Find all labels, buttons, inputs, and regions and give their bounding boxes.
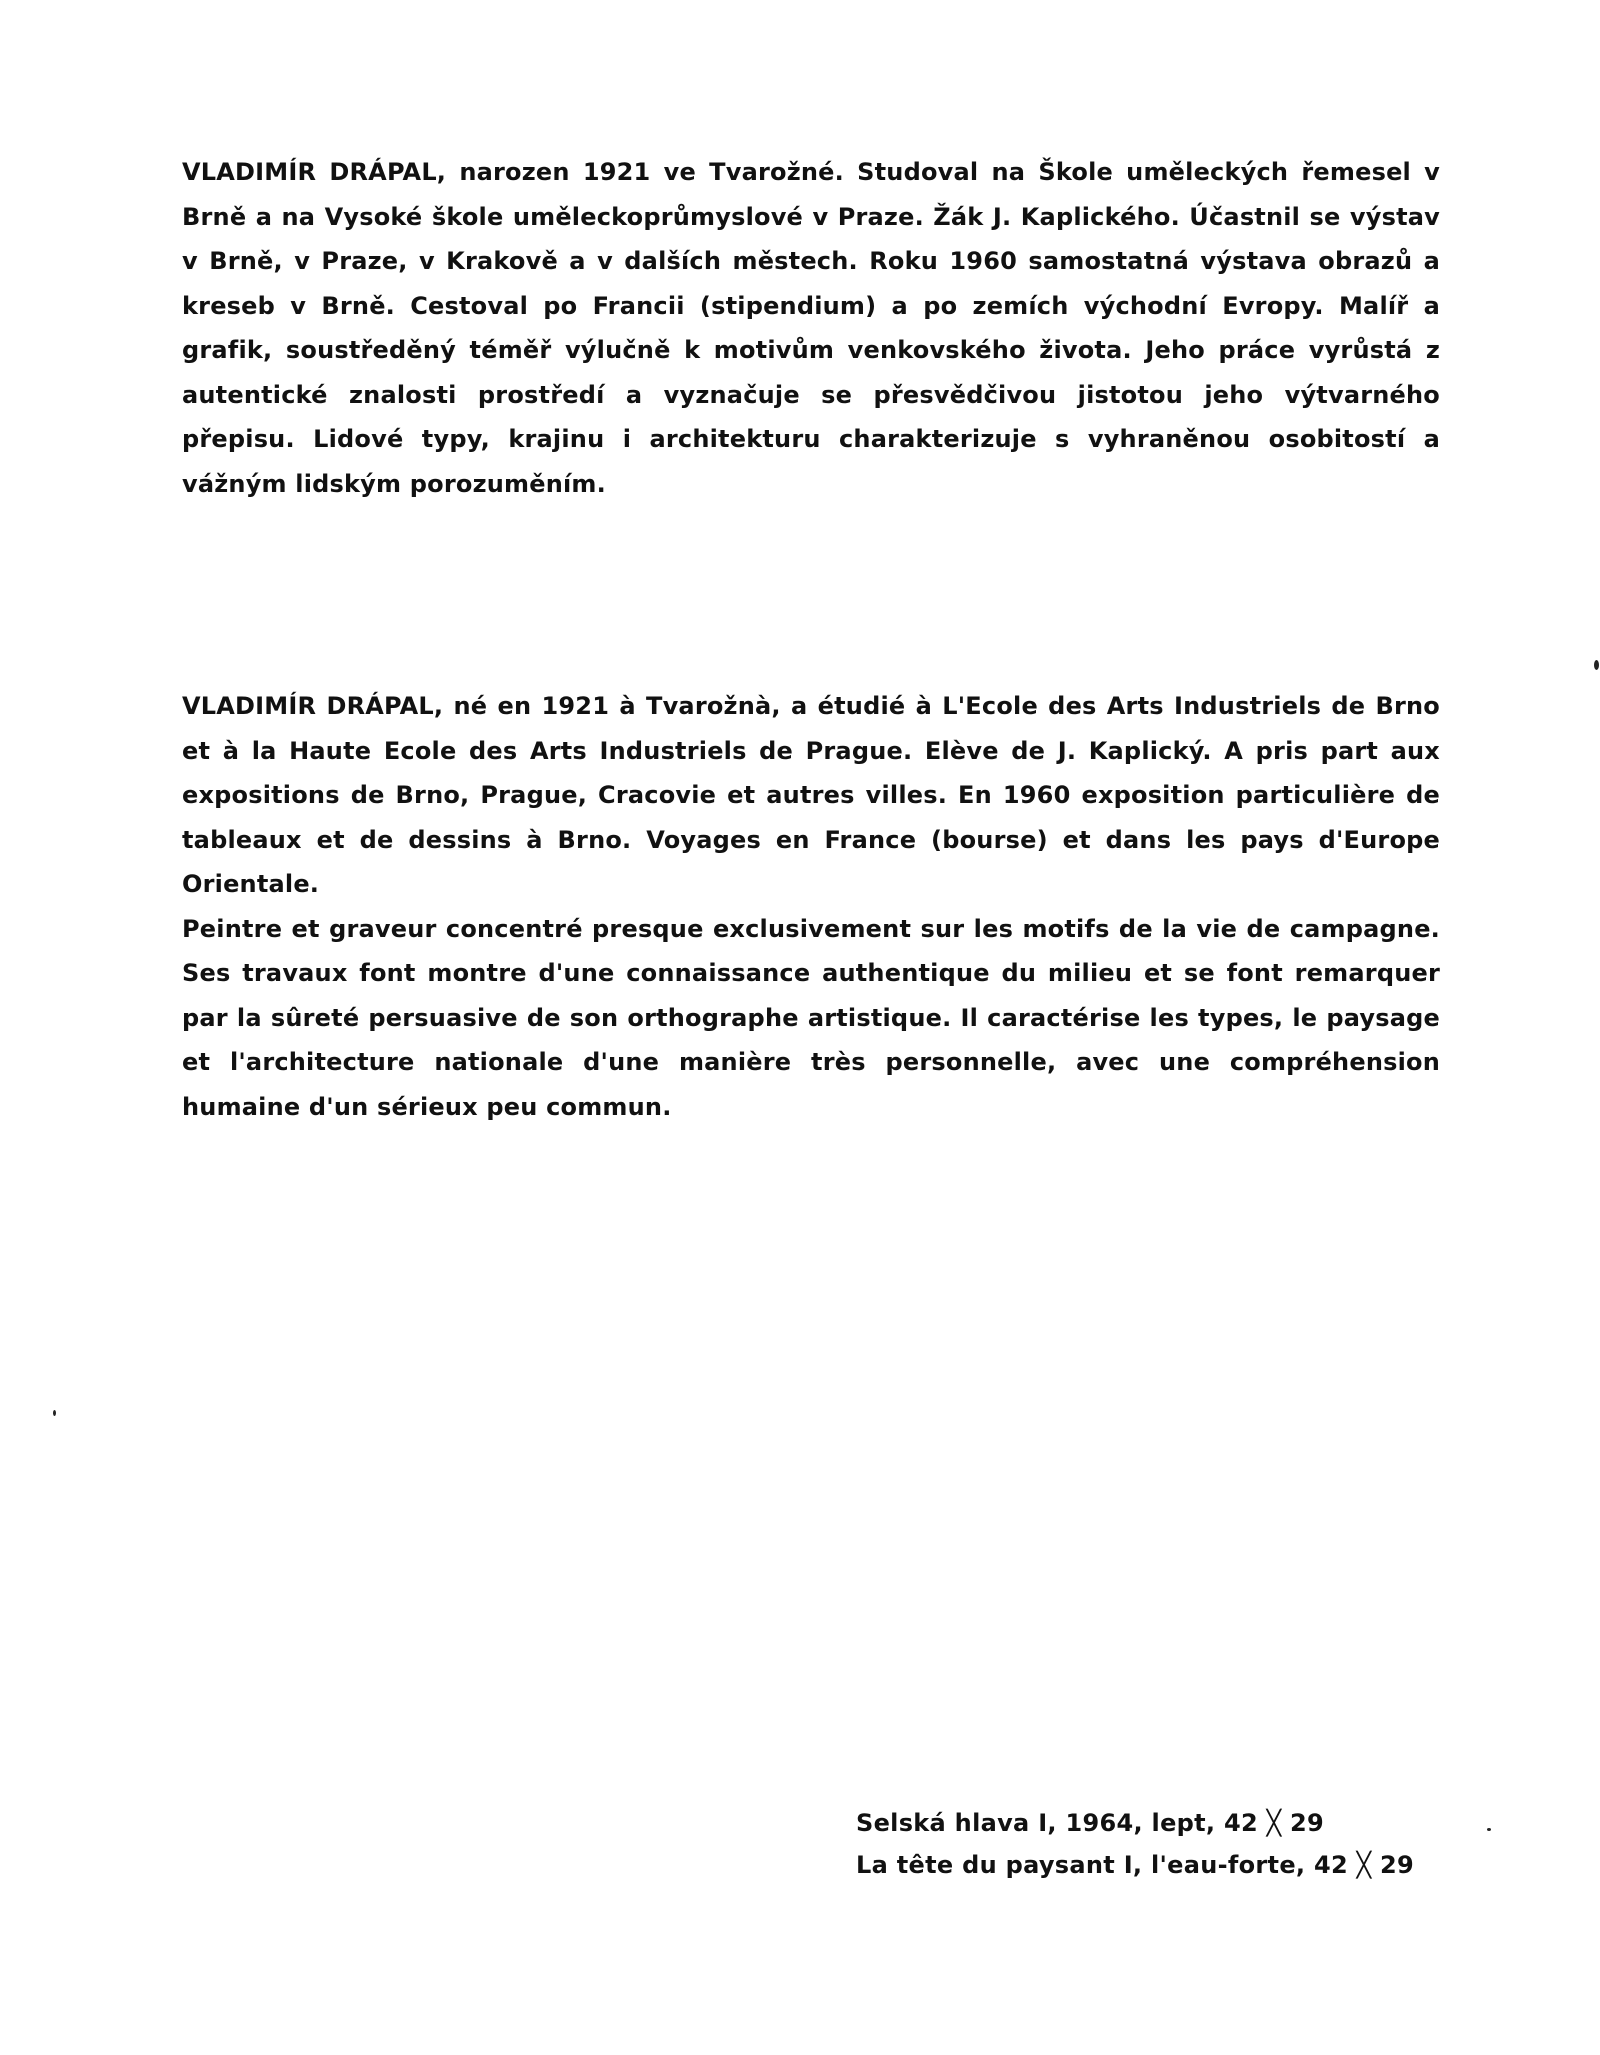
czech-biography [182, 150, 1440, 506]
czech-biography-paragraph [182, 150, 1440, 506]
caption-line-czech: Selská hlava I, 1964, lept, 42 ╳ 29 [856, 1809, 1325, 1837]
french-biography-paragraph-1 [182, 684, 1440, 907]
czech-biography-text: narozen 1921 ve Tvarožné. Studoval na Škole uměleckých řemesel v Brně a na Vysoké škole uměleckoprůmyslové v Praze. Žák J. Kaplického. Účastnil se výstav v Brně, v Praze, v Krakově a v dalších městech. Roku 1960 samostatná výstava obrazů a kreseb v Brně. Cestoval po Francii (stipendium) a po zemích východní Evropy. Malíř a grafik, soustředěný téměř výlučně k motivům venkovského života. Jeho práce vyrůstá z autentické znalosti prostředí a vyznačuje se přesvědčivou jistotou jeho výtvarného přepisu. Lidové typy, krajinu i architekturu charakterizuje s vyhraněnou osobitostí a vážným lidským porozuměním. [182, 158, 1441, 498]
scan-speck [1594, 660, 1599, 670]
french-biography-text-1: né en 1921 à Tvarožnà, a étudié à L'Ecole des Arts Industriels de Brno et à la Haute Ecole des Arts Industriels de Prague. Elève de J. Kaplický. A pris part aux expositions de Brno, Prague, Cracovie et autres villes. En 1960 exposition particulière de tableaux et de dessins à Brno. Voyages en France (bourse) et dans les pays d'Europe Orientale. [182, 692, 1440, 898]
scan-speck [53, 1410, 56, 1416]
french-biography [182, 684, 1440, 1129]
french-biography-paragraph-2: Peintre et graveur concentré presque exclusivement sur les motifs de la vie de campagne. Ses travaux font montre d'une connaissance authentique du milieu et se font remarquer par la sûreté persuasive de son orthographe artistique. Il caractérise les types, le paysage et l'architecture nationale d'une manière très personnelle, avec une compréhension humaine d'un sérieux peu commun. [182, 914, 1440, 1121]
artist-name-fr: VLADIMÍR DRÁPAL, [182, 692, 444, 720]
scan-speck [1487, 1828, 1491, 1831]
artist-name-cs: VLADIMÍR DRÁPAL, [182, 158, 447, 186]
artwork-caption [856, 1802, 1456, 1886]
caption-line-french: La tête du paysant I, l'eau-forte, 42 ╳ 29 [856, 1851, 1415, 1879]
